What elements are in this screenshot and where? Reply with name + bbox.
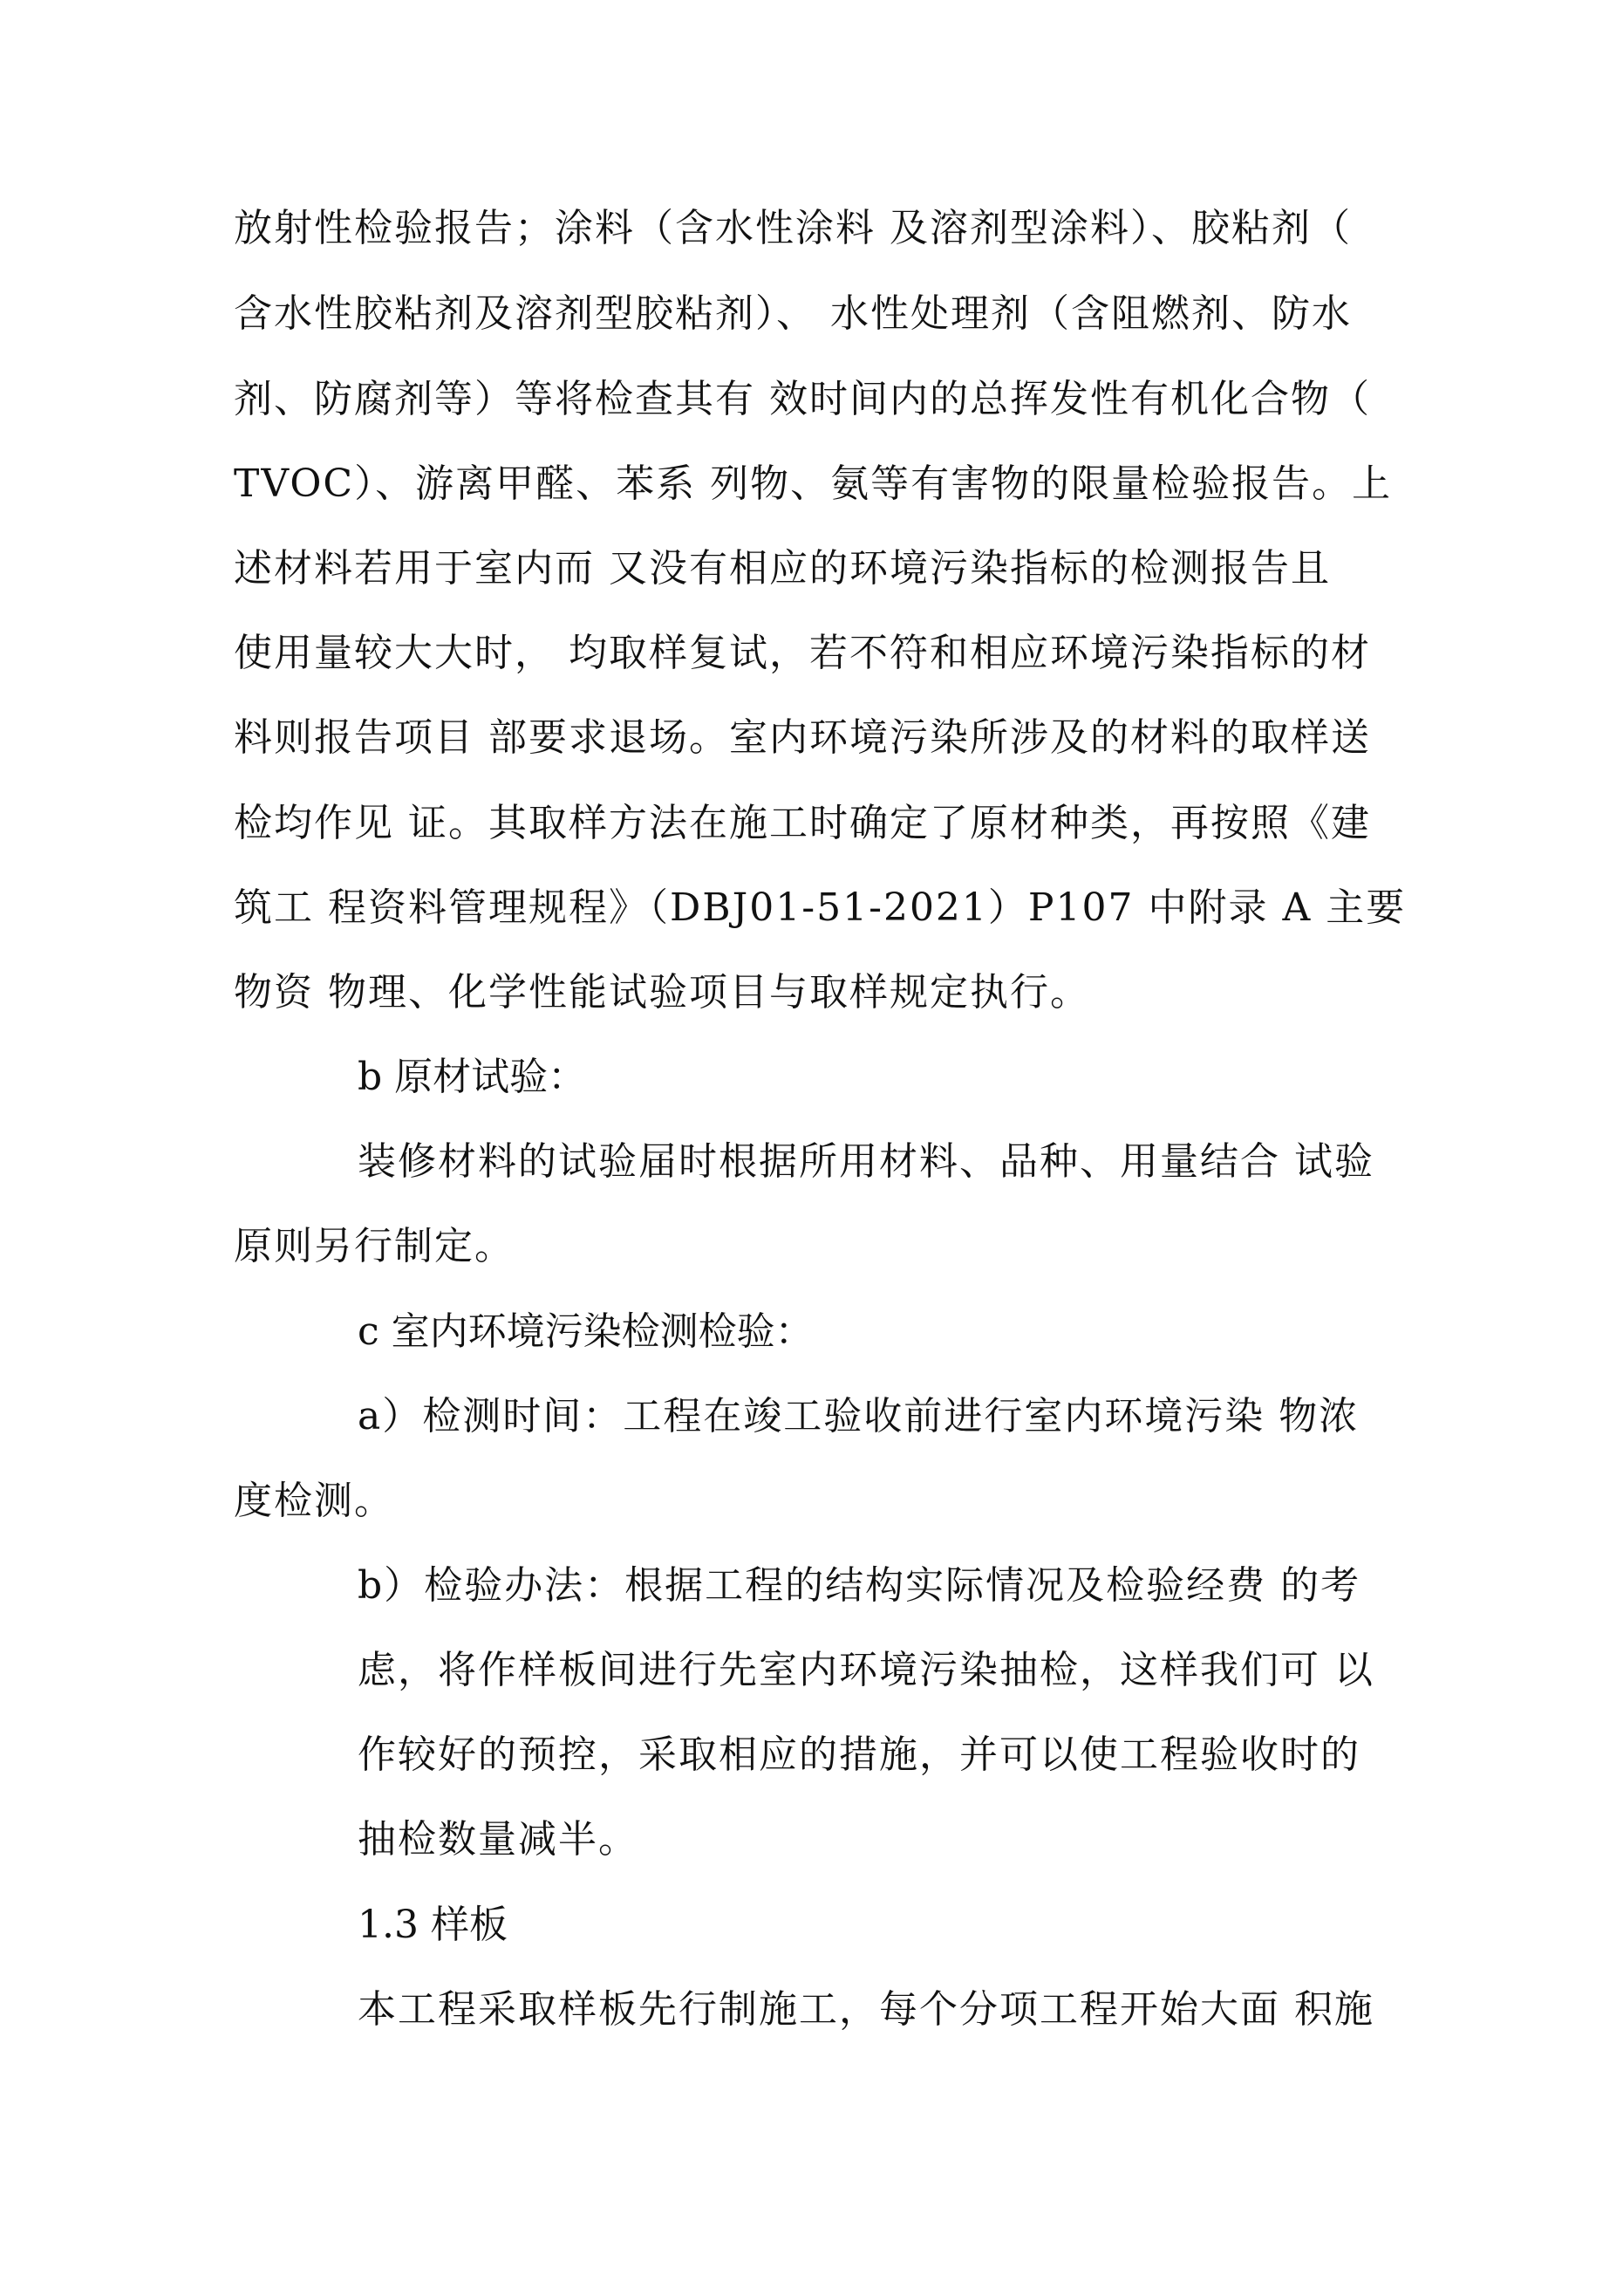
section-heading: 1.3 样板 [358, 1903, 508, 1947]
text-line: TVOC）、游离甲醛、苯系 列物、氨等有害物的限量检验报告。上 [234, 461, 1393, 506]
text-line: 物资 物理、化学性能试验项目与取样规定执行。 [234, 970, 1090, 1015]
text-line: 检均作见 证。其取样方法在施工时确定了原材种类，再按照《建 [234, 801, 1371, 845]
text-line: 作较好的预控，采取相应的措施，并可以使工程验收时的 [358, 1732, 1360, 1777]
text-line: 放射性检验报告；涂料（含水性涂料 及溶剂型涂料）、胶粘剂（ [234, 206, 1352, 250]
text-line: 料则报告项目 部要求退场。室内环境污染所涉及的材料的取样送 [234, 715, 1371, 760]
text-line: 原则另行制定。 [234, 1224, 515, 1268]
text-line: 度检测。 [234, 1479, 394, 1523]
text-line: 述材料若用于室内而 又没有相应的环境污染指标的检测报告且 [234, 546, 1331, 591]
text-line: 使用量较大大时， 均取样复试，若不符和相应环境污染指标的材 [234, 631, 1371, 675]
text-line: 本工程采取样板先行制施工，每个分项工程开始大面 积施 [358, 1987, 1374, 2032]
text-line: 装修材料的试验届时根据所用材料、品种、用量结合 试验 [358, 1139, 1374, 1184]
text-line: b）检验办法：根据工程的结构实际情况及检验经费 的考 [358, 1563, 1361, 1608]
text-line: a）检测时间：工程在竣工验收前进行室内环境污染 物浓 [358, 1394, 1360, 1438]
text-line: 含水性胶粘剂及溶剂型胶粘剂）、 水性处理剂（含阻燃剂、防水 [234, 291, 1352, 336]
text-line: 剂、防腐剂等）等将检查其有 效时间内的总挥发性有机化合物（ [234, 377, 1371, 421]
text-line: 筑工 程资料管理规程》（DBJ01-51-2021）P107 中附录 A 主要 [234, 885, 1407, 930]
section-heading: c 室内环境污染检测检验： [358, 1309, 814, 1354]
text-line: 虑，将作样板间进行先室内环境污染抽检，这样我们可 以 [358, 1648, 1374, 1692]
text-line: 抽检数量减半。 [358, 1817, 638, 1862]
section-heading: b 原材试验： [358, 1055, 587, 1099]
